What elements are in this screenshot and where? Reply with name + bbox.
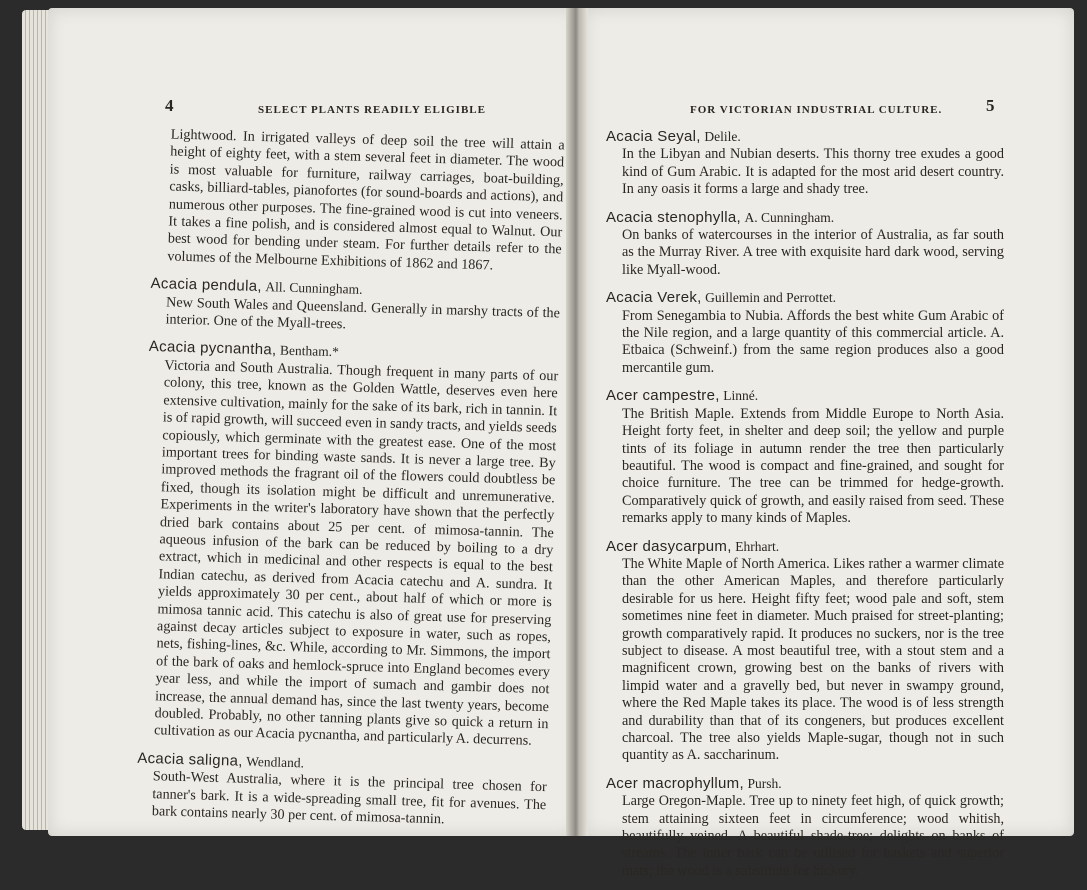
species-name: Acacia pycnantha, [148, 338, 277, 359]
species-name: Acacia saligna, [137, 749, 243, 770]
species-description: Large Oregon-Maple. Tree up to ninety feet high, of quick growth; stem attaining sixteen feet in circumference; wood whitish, beautifully veined. A beautiful shade-tree; delights on banks of streams. The inner bark can be utilised for baskets and superior mats; the wood is a substitute for hickory. [622, 793, 1004, 879]
species-author: Guillemin and Perrottet. [705, 290, 837, 306]
species-name: Acer dasycarpum, [606, 537, 732, 555]
species-description: South-West Australia, where it is the principal tree chosen for tanner's bark. It is a wide-spreading small tree, fit for avenues. The bark contains nearly 30 per cent. of mimosa-tannin. [151, 768, 547, 828]
species-entry [606, 289, 1004, 377]
species-description: Victoria and South Australia. Though frequent in many parts of our colony, this tree, known as the Golden Wattle, deserves even here extensive cultivation, mainly for the sake of its bark, rich in tannin. It is of rapid growth, will succeed even in sandy tracts, and yields seeds copiously, which germinate with the greatest ease. One of the most important trees for binding waste sands. It is never a large tree. By improved methods the fragrant oil of the flowers could doubtless be fixed, though its isolation might be difficult and unremunerative. Experiments in the writer's laboratory have shown that the perfectly dried bark contains about 25 per cent. of mimosa-tannin. The aqueous infusion of the bark can be reduced by boiling to a dry extract, which in medicinal and other respects is equal to the best Indian catechu, as derived from Acacia catechu and A. sundra. It yields approximately 30 per cent., about half of which or more is mimosa tannic acid. This catechu is also of great use for preserving against decay articles subject to exposure in water, such as ropes, nets, fishing-lines, &c. While, according to Mr. Simmons, the import of the bark of oaks and hemlock-spruce into England becomes every year less, and while the import of sumach and gambir does not increase, the annual demand has, since the last twenty years, become doubled. Probably, no other tanning plants give so quick a return in cultivation as our Acacia pycnantha, and particularly A. decurrens. [153, 357, 559, 750]
right-running-head: FOR VICTORIAN INDUSTRIAL CULTURE. [690, 104, 943, 116]
left-running-head: SELECT PLANTS READILY ELIGIBLE [258, 104, 486, 116]
species-author: Ehrhart. [735, 538, 780, 554]
species-name: Acacia pendula, [150, 275, 263, 296]
species-description: The British Maple. Extends from Middle Europe to North Asia. Height forty feet, in shelter and deep soil; the yellow and purple tints of its foliage in autumn render the tree then particularly beautiful. The wood is compact and fine-grained, and sought for choice furniture. The tree can be trimmed for hedge-growth. Comparatively quick of growth, and easily raised from seed. These remarks apply to many kinds of Maples. [622, 405, 1004, 527]
book-gutter [566, 8, 588, 836]
species-entry [149, 275, 560, 340]
species-heading [606, 775, 1004, 793]
species-author: Bentham.* [279, 343, 340, 360]
species-name: Acacia stenophylla, [606, 208, 741, 226]
species-heading [606, 387, 1004, 405]
species-author: Pursh. [747, 775, 782, 791]
left-page-text [135, 126, 565, 842]
species-entry [606, 775, 1004, 880]
species-heading [606, 538, 1004, 556]
species-heading [606, 289, 1004, 307]
species-description: On banks of watercourses in the interior of Australia, as far south as the Murray River. A tree with exquisite hard dark wood, serving like Myall-wood. [622, 227, 1004, 278]
species-name: Acer macrophyllum, [606, 774, 744, 792]
species-entry [138, 338, 559, 751]
species-description: From Senegambia to Nubia. Affords the best white Gum Arabic of the Nile region, and a large quantity of this commercial article. A. Etbaica (Schweinf.) from the same region produces also a good mercantile gum. [622, 307, 1004, 376]
right-page-text [606, 128, 1004, 890]
species-name: Acacia Verek, [606, 289, 702, 307]
species-author: Linné. [723, 388, 759, 404]
species-description: New South Wales and Queensland. Generally in marshy tracts of the interior. One of the Myall-trees. [165, 294, 561, 333]
species-author: Wendland. [246, 753, 305, 771]
entry-continuation: Lightwood. In irrigated valleys of deep soil the tree will attain a height of eighty feet, with a stem several feet in diameter. The wood is most valuable for furniture, railway carriages, boat-building, casks, billiard-tables, pianofortes (for sound-boards and actions), and numerous other purposes. The fine-grained wood is cut into veneers. It takes a fine polish, and is considered almost equal to Walnut. Our best wood for bending under steam. For further details refer to the volumes of the Melbourne Exhibitions of 1862 and 1867. [167, 126, 565, 274]
species-author: All. Cunningham. [265, 279, 363, 298]
species-author: A. Cunningham. [744, 209, 835, 225]
species-name: Acer campestre, [606, 387, 720, 405]
species-heading [606, 128, 1004, 146]
species-description: The White Maple of North America. Likes rather a warmer climate than the other American Maples, and therefore particularly desirable for us here. Height fifty feet; wood pale and soft, stem sometimes nine feet in diameter. Much praised for street-planting; growth comparatively rapid. It produces no suckers, nor is the tree subject to disease. A most beautiful tree, with a stout stem and a magnificent crown, growing best on the banks of rivers with limpid water and a gravelly bed, but never in swampy ground, where the Red Maple takes its place. The wood is of less strength and durability than that of its congeners, but produces excellent charcoal. The tree also yields Maple-sugar, though not in such quantity as A. saccharinum. [622, 555, 1004, 764]
right-page-number: 5 [986, 96, 995, 115]
species-description: In the Libyan and Nubian deserts. This thorny tree exudes a good kind of Gum Arabic. It is adapted for the most arid desert country. In any oasis it forms a large and shady tree. [622, 146, 1004, 198]
species-entry [136, 750, 548, 832]
species-heading [606, 209, 1004, 227]
species-entry [606, 209, 1004, 280]
species-entry [606, 128, 1004, 199]
species-entry [606, 387, 1004, 527]
species-author: Delile. [704, 129, 741, 144]
left-page-number: 4 [165, 96, 174, 115]
species-name: Acacia Seyal, [606, 128, 701, 145]
species-entry [606, 538, 1004, 765]
